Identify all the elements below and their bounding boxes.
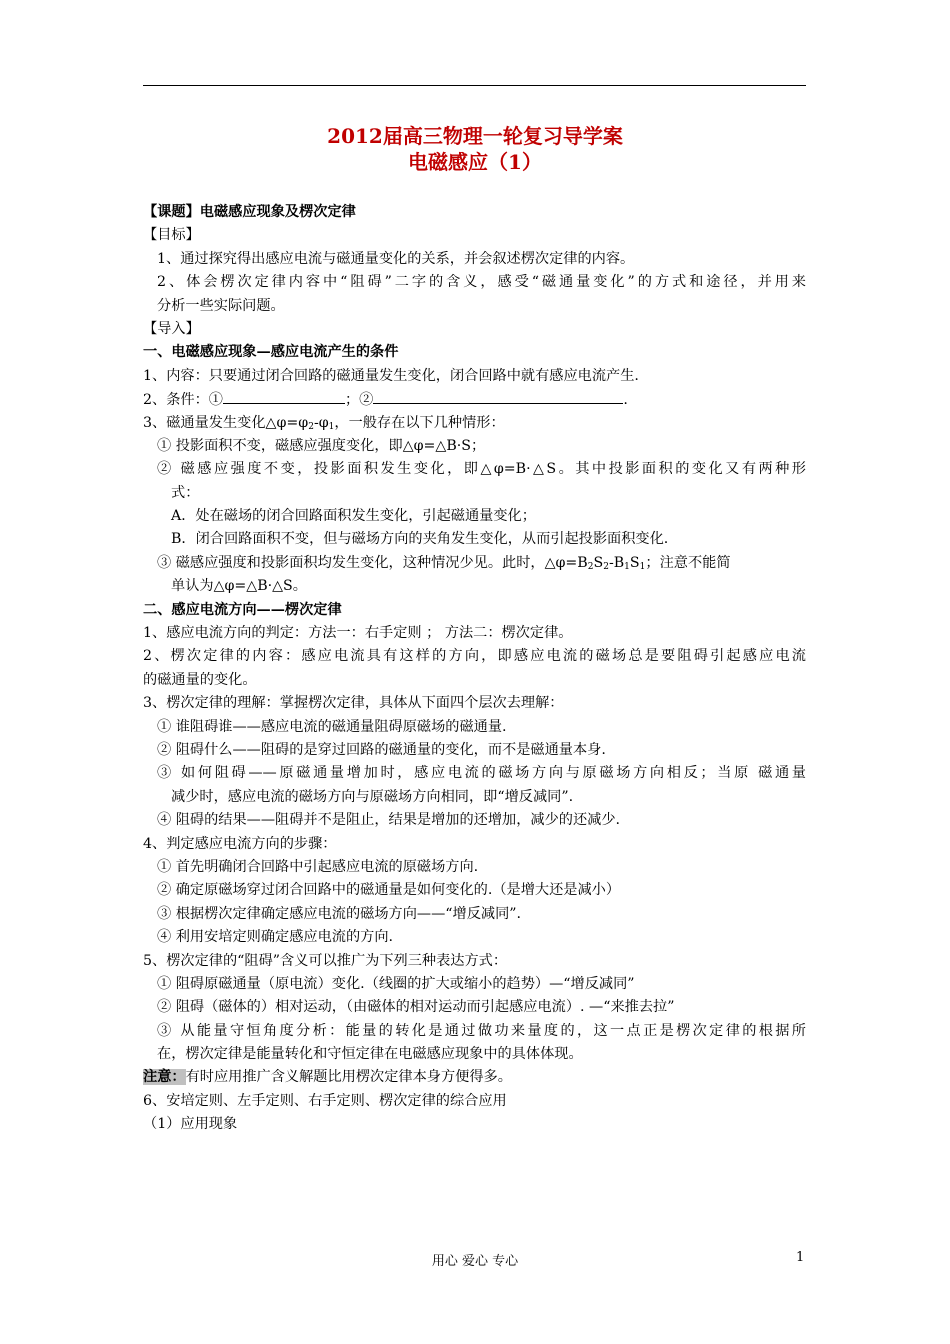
flux-sub-2: 1 xyxy=(328,421,335,432)
s2-item-5-c-cont: 在，楞次定律是能量转化和守恒定律在电磁感应现象中的具体体现。 xyxy=(157,1046,583,1063)
s2-item-5-b: ② 阻碍（磁体的）相对运动，（由磁体的相对运动而引起感应电流）. —“来推去拉” xyxy=(157,999,675,1016)
page-number: 1 xyxy=(796,1250,805,1265)
s1-flux-change xyxy=(143,412,806,435)
case-3-text-2: S xyxy=(593,554,604,571)
flux-text-1: 3、磁通量发生变化△φ=φ xyxy=(143,414,309,431)
s2-item-3-a: ① 谁阻碍谁——感应电流的磁通量阻碍原磁场的磁通量. xyxy=(157,718,507,735)
section-1-heading: 一、电磁感应现象—感应电流产生的条件 xyxy=(143,344,399,361)
case-3-text-1: ③ 磁感应强度和投影面积均发生变化，这种情况少见。此时，△φ=B xyxy=(157,554,588,571)
case-3 xyxy=(143,552,806,575)
section-2-heading: 二、感应电流方向——楞次定律 xyxy=(143,601,342,618)
topic-line: 【课题】电磁感应现象及楞次定律 xyxy=(143,204,356,220)
s2-item-2: 2、楞次定律的内容：感应电流具有这样的方向，即感应电流的磁场总是要阻碍引起感应电流 xyxy=(143,648,806,665)
s2-item-3-d: ④ 阻碍的结果——阻碍并不是阻止，结果是增加的还增加，减少的还减少. xyxy=(157,812,621,829)
s2-item-4-b: ② 确定原磁场穿过闭合回路中的磁通量是如何变化的.（是增大还是减小） xyxy=(157,882,621,899)
case-2a: A．处在磁场的闭合回路面积发生变化，引起磁通量变化； xyxy=(171,508,536,525)
note-label: 注意： xyxy=(143,1069,186,1086)
s2-item-4-d: ④ 利用安培定则确定感应电流的方向. xyxy=(157,929,394,946)
flux-text-2: -φ xyxy=(313,414,329,431)
case-3-sub-1: 2 xyxy=(587,561,594,572)
note-text: 有时应用推广含义解题比用楞次定律本身方便得多。 xyxy=(185,1069,512,1086)
s2-item-2-cont: 的磁通量的变化。 xyxy=(143,671,257,688)
intro-heading: 【导入】 xyxy=(143,320,200,337)
s2-item-3-b: ② 阻碍什么——阻碍的是穿过回路的磁通量的变化，而不是磁通量本身. xyxy=(157,741,606,758)
s2-item-6: 6、安培定则、左手定则、右手定则、楞次定律的综合应用 xyxy=(143,1092,507,1109)
case-1: ① 投影面积不变，磁感应强度变化，即△φ=△B·S； xyxy=(157,437,486,454)
case-3-sub-3: 1 xyxy=(624,561,630,572)
case-3-sub-2: 2 xyxy=(603,561,609,572)
condition-sep: ；② xyxy=(344,392,374,409)
document-subtitle: 电磁感应（1） xyxy=(408,150,542,174)
flux-sub-1: 2 xyxy=(308,421,314,432)
s2-item-4-a: ① 首先明确闭合回路中引起感应电流的原磁场方向. xyxy=(157,858,479,875)
s2-item-5: 5、楞次定律的“阻碍”含义可以推广为下列三种表达方式： xyxy=(143,952,508,969)
case-3-text-5: ；注意不能简 xyxy=(645,554,731,571)
s2-item-1: 1、感应电流方向的判定：方法一：右手定则 ； 方法二：楞次定律。 xyxy=(143,625,573,642)
header-rule xyxy=(143,85,806,86)
document-title: 2012届高三物理一轮复习导学案 xyxy=(327,124,623,148)
case-2-cont: 式： xyxy=(171,484,200,501)
goal-2: 2、体会楞次定律内容中“阻碍”二字的含义，感受“磁通量变化”的方式和途径，并用来 xyxy=(157,274,806,291)
case-2b: B．闭合回路面积不变，但与磁场方向的夹角发生变化，从而引起投影面积变化. xyxy=(171,531,669,548)
footer-slogan: 用心 爱心 专心 xyxy=(431,1254,519,1269)
s1-condition xyxy=(143,388,806,411)
document-body xyxy=(143,201,806,1137)
condition-label: 2、条件：① xyxy=(143,392,223,409)
s2-item-4: 4、判定感应电流方向的步骤： xyxy=(143,835,337,852)
condition-end: . xyxy=(623,392,628,409)
case-3-text-4: S xyxy=(629,554,640,571)
case-3-cont: 单认为△φ=△B·△S。 xyxy=(171,578,307,595)
note-line xyxy=(143,1066,806,1089)
s2-item-6-1: （1）应用现象 xyxy=(143,1116,238,1133)
s2-item-5-c: ③ 从能量守恒角度分析：能量的转化是通过做功来量度的，这一点正是楞次定律的根据所 xyxy=(157,1022,806,1039)
s2-item-3-c-cont: 减少时，感应电流的磁场方向与原磁场方向相同，即“增反减同”. xyxy=(171,788,574,805)
case-3-sub-4: 1 xyxy=(639,561,646,572)
flux-text-3: ，一般存在以下几种情形： xyxy=(334,414,505,431)
goal-1: 1、通过探究得出感应电流与磁通量变化的关系，并会叙述楞次定律的内容。 xyxy=(157,250,635,267)
s1-content: 1、内容：只要通过闭合回路的磁通量发生变化，闭合回路中就有感应电流产生. xyxy=(143,367,639,384)
s2-item-4-c: ③ 根据楞次定律确定感应电流的磁场方向——“增反减同”. xyxy=(157,905,522,922)
s2-item-5-a: ① 阻碍原磁通量（原电流）变化.（线圈的扩大或缩小的趋势）—“增反减同” xyxy=(157,975,635,992)
case-2: ② 磁感应强度不变，投影面积发生变化，即△φ=B·△S。其中投影面积的变化又有两种形 xyxy=(157,461,806,478)
s2-item-3-c: ③ 如何阻碍——原磁通量增加时，感应电流的磁场方向与原磁场方向相反；当原 磁通量 xyxy=(157,765,806,782)
goals-heading: 【目标】 xyxy=(143,227,200,244)
condition-blank-1 xyxy=(223,388,345,404)
case-3-text-3: -B xyxy=(608,554,625,571)
s2-item-3: 3、楞次定律的理解：掌握楞次定律，具体从下面四个层次去理解： xyxy=(143,695,564,712)
goal-2-cont: 分析一些实际问题。 xyxy=(157,297,285,314)
condition-blank-2 xyxy=(373,388,623,404)
